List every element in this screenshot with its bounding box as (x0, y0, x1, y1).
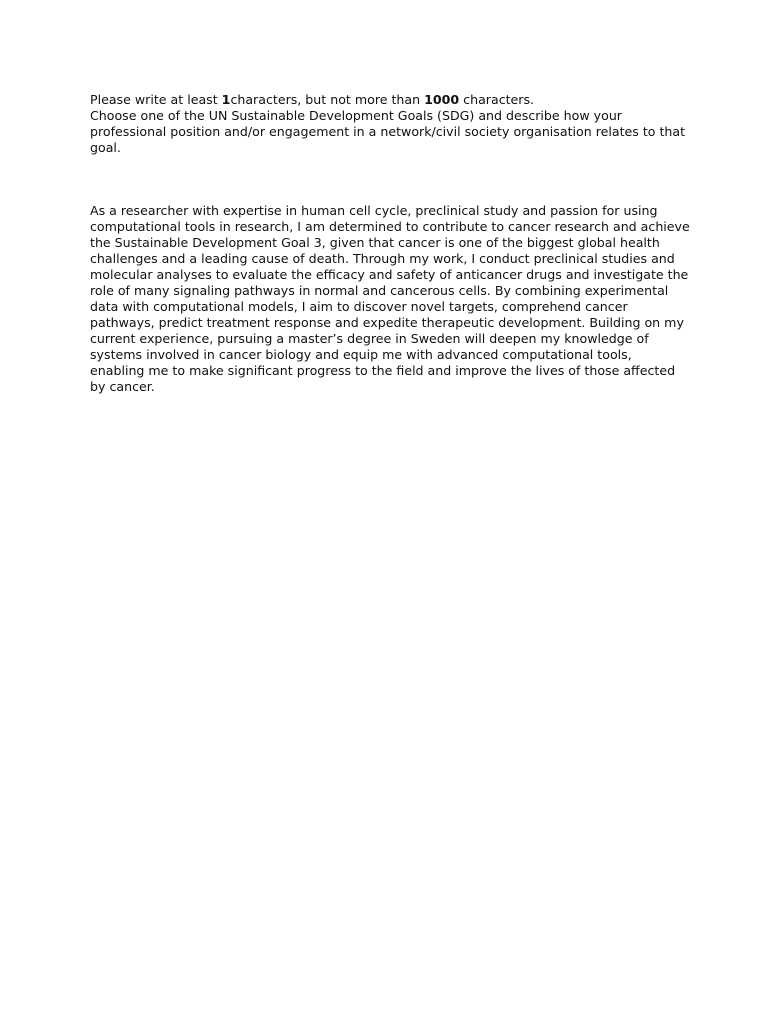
limit-prefix: Please write at least (90, 92, 222, 107)
answer-block (90, 203, 690, 395)
document-page (90, 92, 690, 395)
character-limit-line (90, 92, 690, 108)
limit-middle: characters, but not more than (230, 92, 425, 107)
sdg-prompt: Choose one of the UN Sustainable Development Goals (SDG) and describe how your professional position and/or engagement in a network/civil society organisation relates to that goal. (90, 108, 686, 155)
min-chars: 1 (221, 92, 231, 107)
answer-text: As a researcher with expertise in human cell cycle, preclinical study and passion for using computational tools in research, I am determined to contribute to cancer research and achieve the Sustainable Development Goal 3, given that cancer is one of the biggest global health challenges and a leading cause of death. Through my work, I conduct preclinical studies and molecular analyses to evaluate the efficacy and safety of anticancer drugs and investigate the role of many signaling pathways in normal and cancerous cells. By combining experimental data with computational models, I aim to discover novel targets, comprehend cancer pathways, predict treatment response and expedite therapeutic development. Building on my current experience, pursuing a master’s degree in Sweden will deepen my knowledge of systems involved in cancer biology and equip me with advanced computational tools, enabling me to make significant progress to the field and improve the lives of those affected by cancer. (90, 203, 690, 394)
max-chars: 1000 (424, 92, 460, 107)
instructions-block (90, 92, 690, 156)
limit-suffix: characters. (459, 92, 535, 107)
